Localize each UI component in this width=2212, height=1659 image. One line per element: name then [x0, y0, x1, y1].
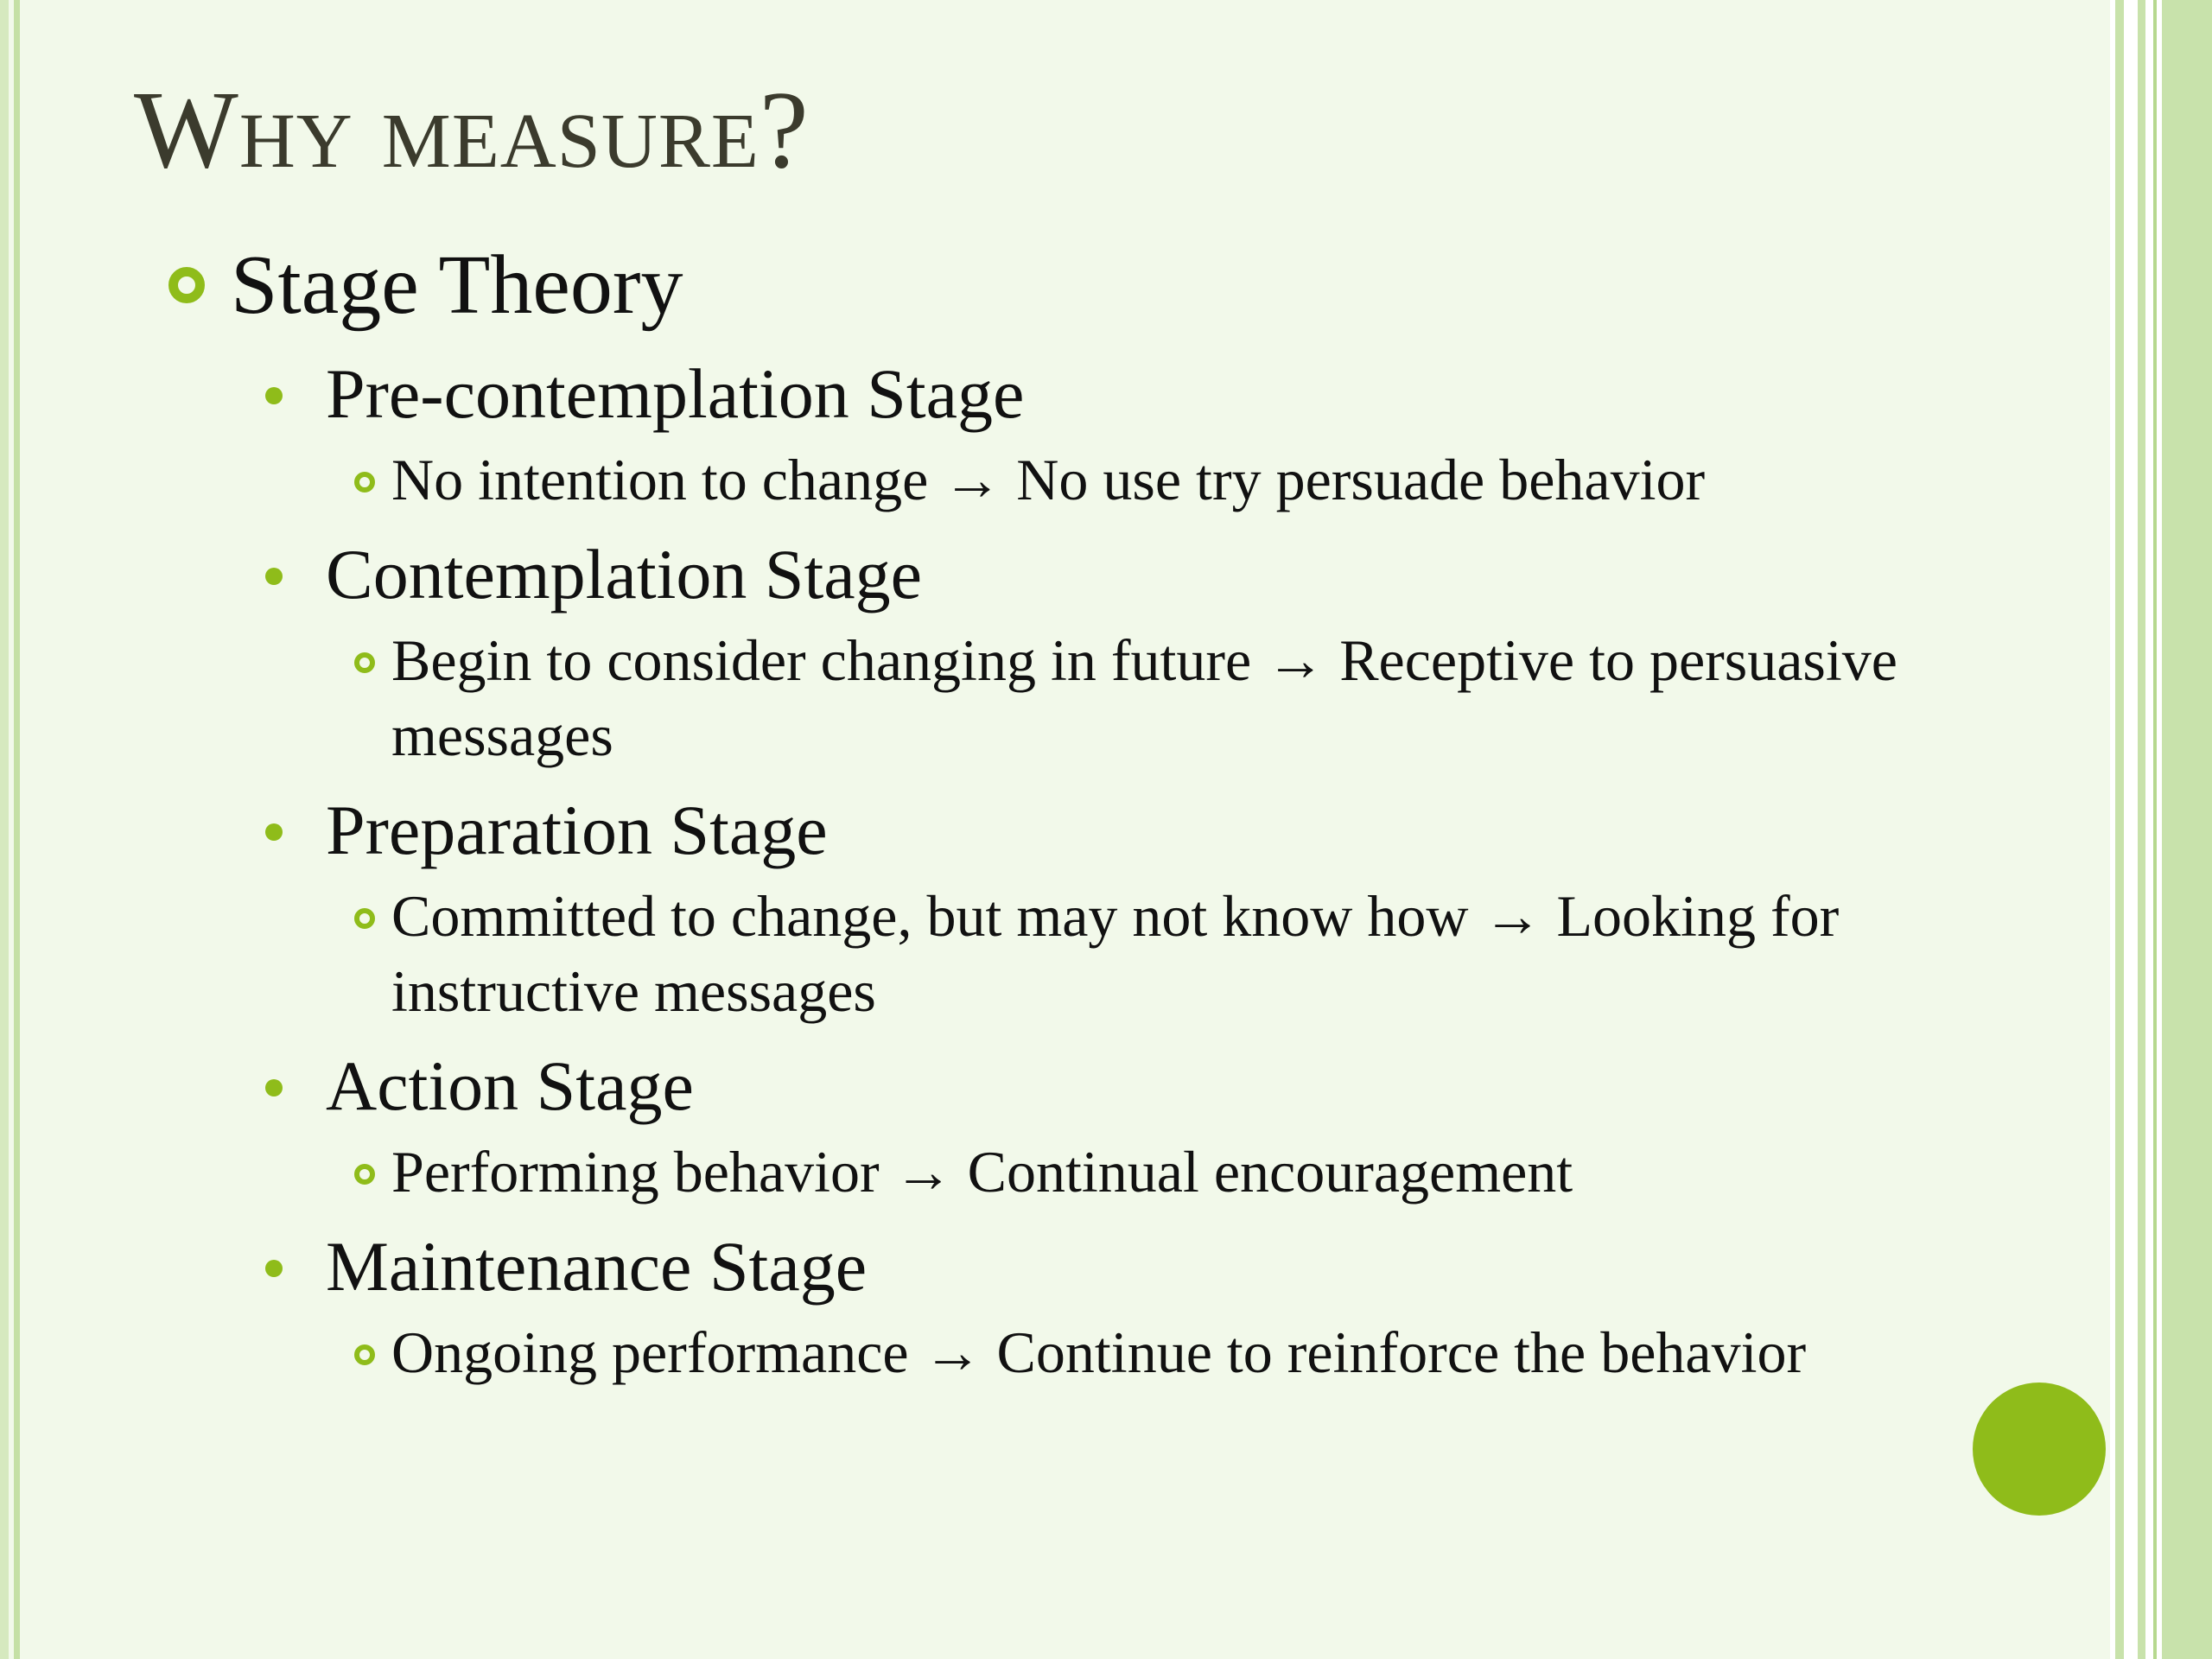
stage-detail: Ongoing performance → Continue to reinforce the behavior	[391, 1319, 1807, 1385]
stage-item	[168, 349, 2026, 518]
stage-heading-row	[326, 1222, 2026, 1312]
small-ring-bullet-icon	[354, 1164, 375, 1185]
right-border-stripe	[2115, 0, 2124, 1659]
decorative-circle	[1973, 1382, 2106, 1516]
stage-heading: Preparation Stage	[326, 791, 828, 869]
stage-heading-row	[326, 530, 2026, 620]
right-border-stripe	[2162, 0, 2212, 1659]
dot-bullet-icon	[265, 823, 283, 841]
ring-bullet-icon	[168, 267, 205, 303]
small-ring-bullet-icon	[354, 908, 375, 929]
stage-detail-row	[326, 442, 2026, 518]
stage-detail: Begin to consider changing in future → Receptive to persuasive messages	[391, 627, 1897, 768]
stage-detail-row	[326, 1315, 2026, 1390]
dot-bullet-icon	[265, 568, 283, 585]
small-ring-bullet-icon	[354, 472, 375, 493]
stage-heading-row	[326, 349, 2026, 439]
dot-bullet-icon	[265, 1260, 283, 1277]
stage-heading: Contemplation Stage	[326, 535, 923, 613]
stage-heading: Maintenance Stage	[326, 1227, 868, 1306]
stage-item	[168, 1222, 2026, 1390]
stage-heading: Pre-contemplation Stage	[326, 354, 1025, 433]
stage-detail: No intention to change → No use try persuade behavior	[391, 447, 1706, 512]
stage-heading-row	[326, 785, 2026, 875]
dot-bullet-icon	[265, 1079, 283, 1096]
level1-item	[168, 233, 2026, 337]
stage-item	[168, 785, 2026, 1029]
slide-content	[168, 233, 2026, 1397]
right-border-stripe	[2153, 0, 2157, 1659]
level1-text: Stage Theory	[231, 238, 683, 332]
small-ring-bullet-icon	[354, 1344, 375, 1365]
stage-heading: Action Stage	[326, 1046, 694, 1125]
stage-item	[168, 1041, 2026, 1210]
slide-title: Why measure?	[134, 68, 810, 191]
stage-heading-row	[326, 1041, 2026, 1131]
small-ring-bullet-icon	[354, 652, 375, 673]
stage-detail-row	[326, 623, 2026, 773]
right-border-stripe	[2138, 0, 2145, 1659]
stage-detail-row	[326, 1135, 2026, 1210]
left-border-stripe-inner	[14, 0, 20, 1659]
stage-item	[168, 530, 2026, 773]
left-border-stripe	[0, 0, 9, 1659]
stage-detail: Performing behavior → Continual encouragement	[391, 1139, 1573, 1205]
dot-bullet-icon	[265, 387, 283, 404]
stage-detail: Committed to change, but may not know how → Looking for instructive messages	[391, 883, 1840, 1024]
stage-detail-row	[326, 879, 2026, 1029]
